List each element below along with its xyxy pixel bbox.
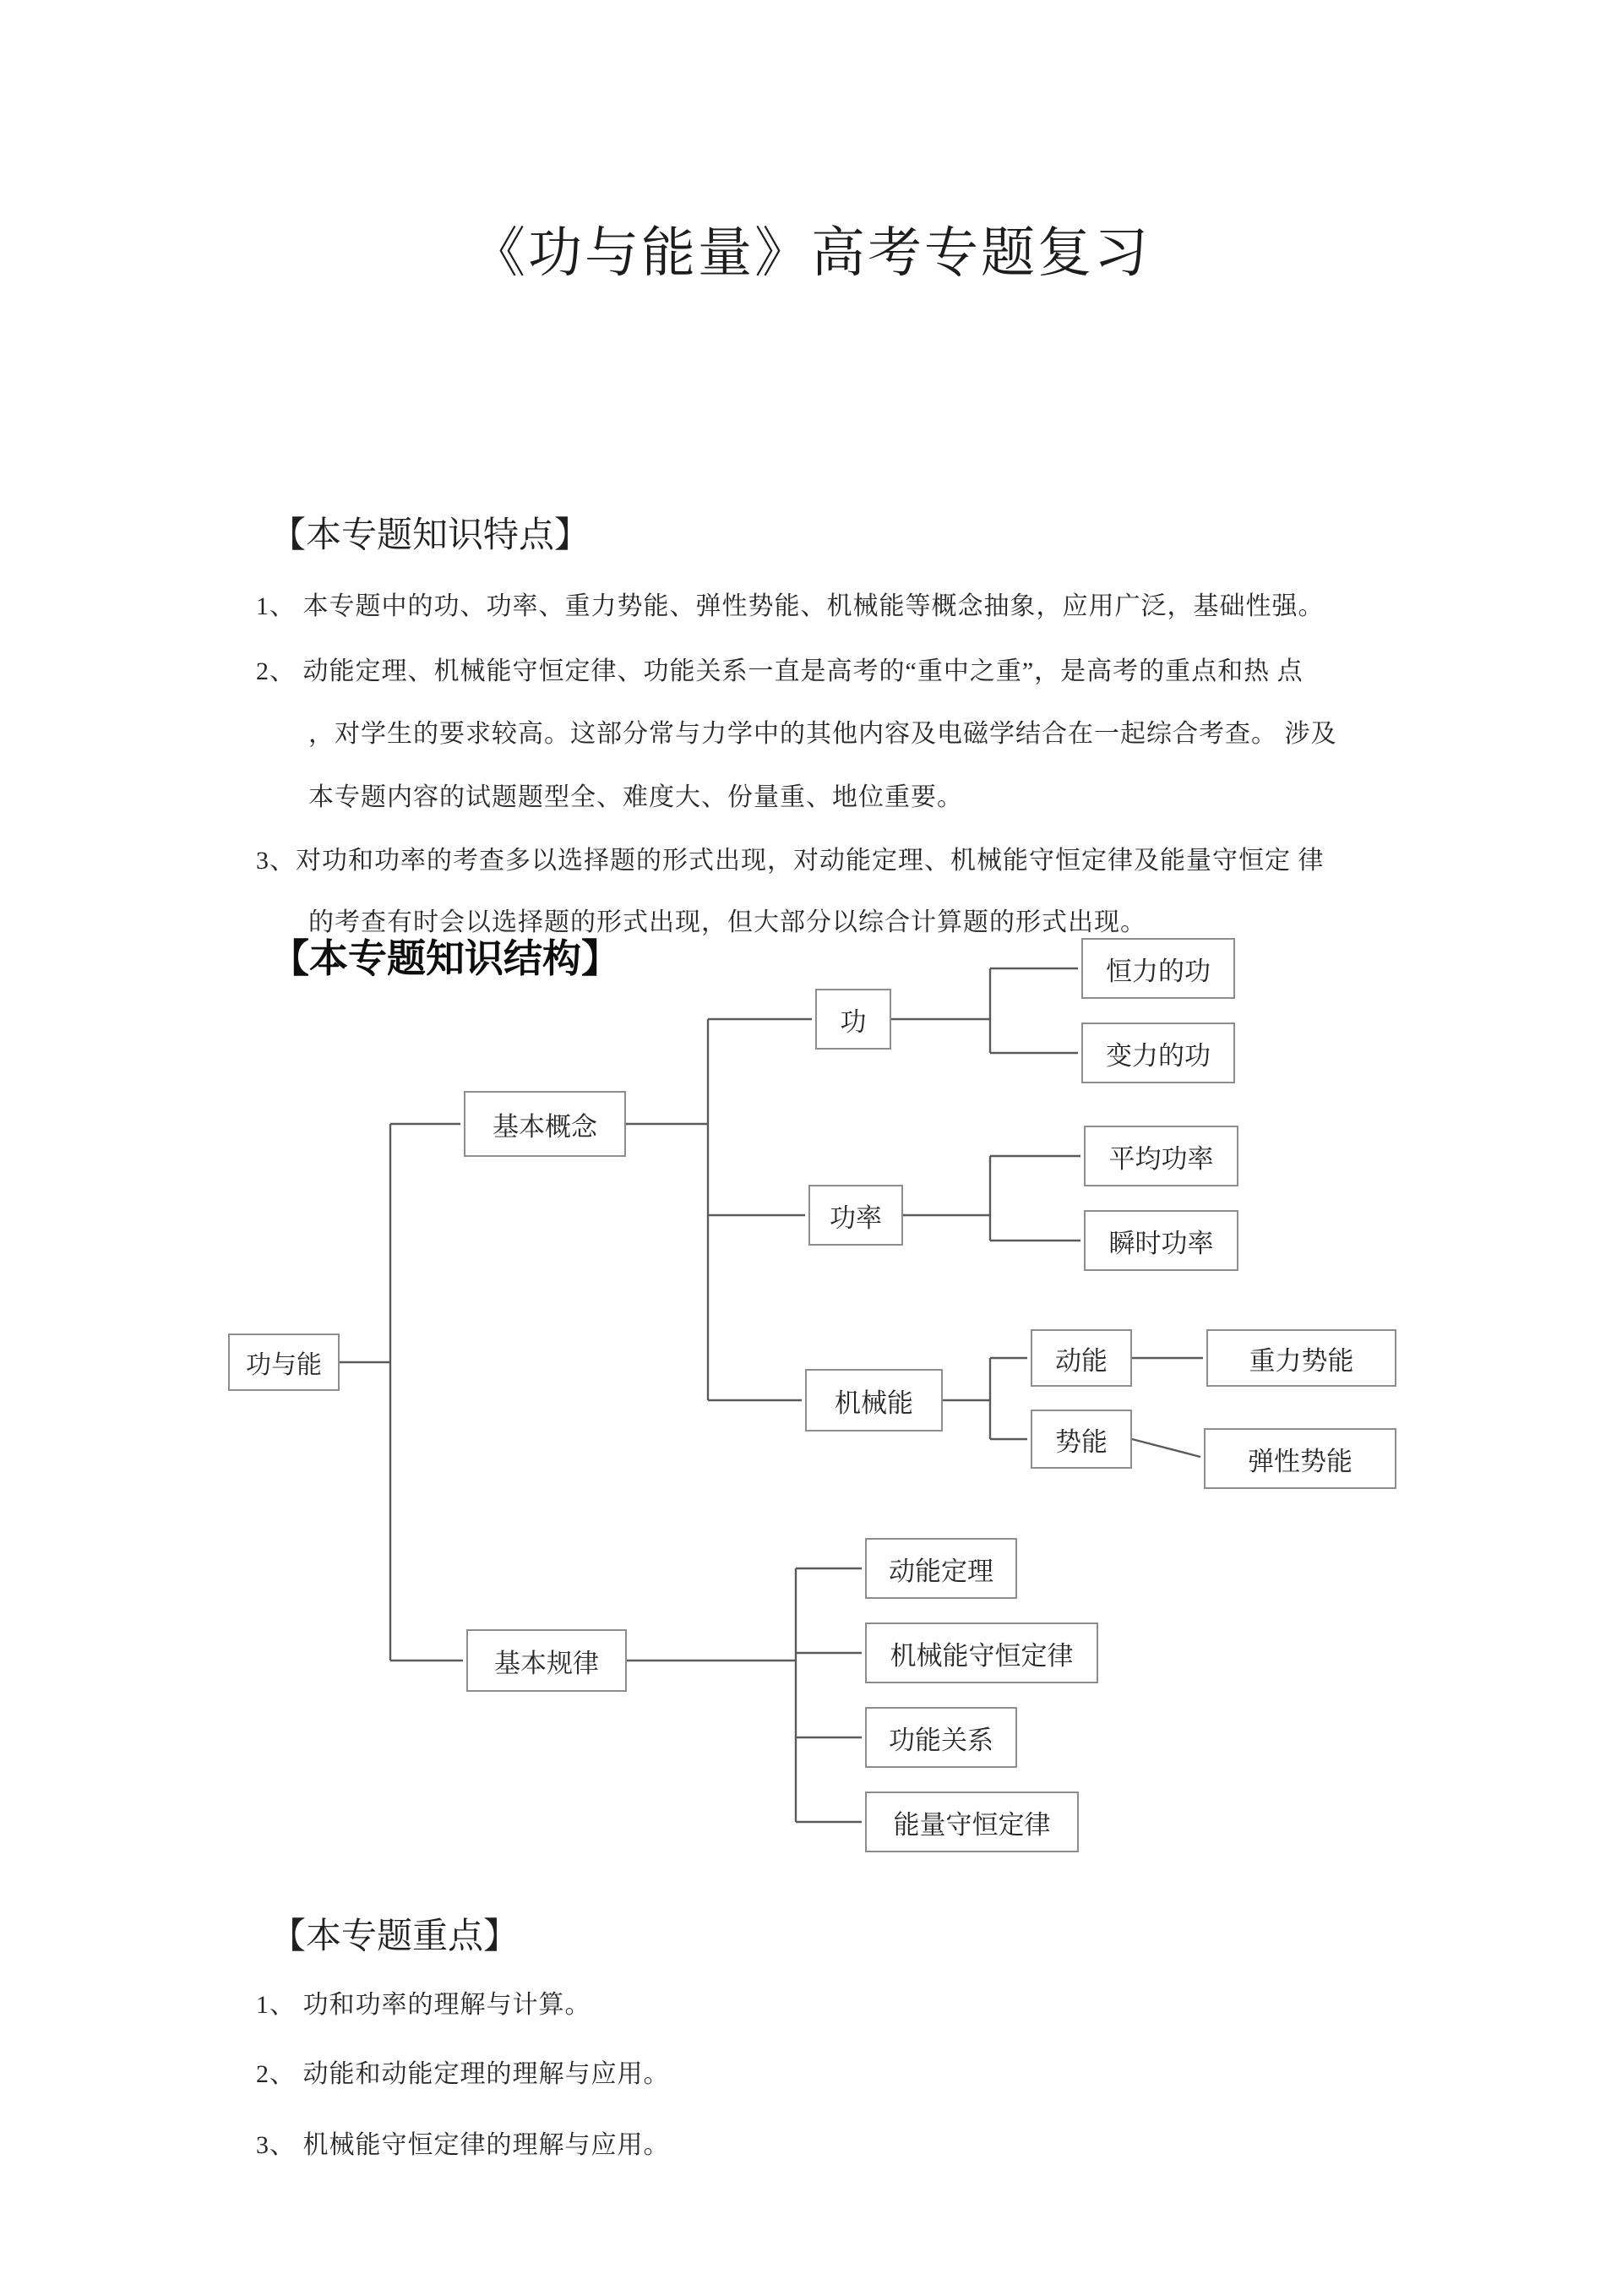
node-mechanical-energy: 机械能 (805, 1369, 943, 1432)
connector-mechanical-energy-trunk (943, 1358, 990, 1439)
node-work-energy-theorem: 动能定理 (865, 1538, 1017, 1599)
feature-line-2c: 本专题内容的试题题型全、难度大、份量重、地位重要。 (308, 783, 963, 811)
node-elastic-potential-energy: 弹性势能 (1204, 1428, 1396, 1489)
feature-line-3b: 的考查有时会以选择题的形式出现，但大部分以综合计算题的形式出现。 (308, 908, 1146, 936)
feature-line-2a: 2、 动能定理、机械能守恒定律、功能关系一直是高考的“重中之重”，是高考的重点和热 点 (256, 657, 1304, 685)
page-title: 《功与能量》高考专题复习 (471, 223, 1151, 283)
section-heading-knowledge-structure: 【本专题知识结构】 (270, 936, 620, 980)
node-basic-laws: 基本规律 (466, 1629, 627, 1692)
connector-laws-trunk (627, 1568, 796, 1822)
connector-power-trunk (903, 1156, 990, 1241)
feature-line-2b: ，对学生的要求较高。这部分常与力学中的其他内容及电磁学结合在一起综合考查。 涉及 (308, 720, 1337, 748)
section-heading-key-points: 【本专题重点】 (270, 1917, 520, 1956)
feature-line-1: 1、 本专题中的功、功率、重力势能、弹性势能、机械能等概念抽象，应用广泛，基础性强。 (256, 592, 1325, 620)
section-heading-knowledge-features: 【本专题知识特点】 (270, 516, 591, 555)
node-work-energy-relation: 功能关系 (865, 1707, 1017, 1768)
node-power: 功率 (808, 1185, 903, 1246)
key-point-2: 2、 动能和动能定理的理解与应用。 (256, 2060, 670, 2088)
connector-concepts-trunk (626, 1019, 708, 1400)
node-basic-concepts: 基本概念 (464, 1091, 626, 1157)
node-work: 功 (815, 989, 891, 1050)
node-work-and-energy: 功与能 (228, 1333, 340, 1391)
key-point-3: 3、 机械能守恒定律的理解与应用。 (256, 2131, 670, 2159)
connector-work-trunk (891, 968, 990, 1053)
connector-potential-to-elastic-pe (1132, 1439, 1200, 1457)
node-potential-energy: 势能 (1031, 1410, 1132, 1469)
connector-root-trunk (340, 1124, 390, 1661)
node-instantaneous-power: 瞬时功率 (1084, 1210, 1238, 1271)
node-kinetic-energy: 动能 (1031, 1329, 1132, 1387)
feature-line-3a: 3、对功和功率的考查多以选择题的形式出现，对动能定理、机械能守恒定律及能量守恒定 律 (256, 847, 1325, 875)
node-variable-force-work: 变力的功 (1081, 1023, 1235, 1083)
node-mechanical-energy-conservation: 机械能守恒定律 (865, 1622, 1098, 1683)
key-point-1: 1、 功和功率的理解与计算。 (256, 1991, 591, 2019)
node-energy-conservation: 能量守恒定律 (865, 1792, 1079, 1852)
node-constant-force-work: 恒力的功 (1081, 938, 1235, 999)
node-gravitational-potential-energy: 重力势能 (1206, 1329, 1396, 1387)
node-average-power: 平均功率 (1084, 1126, 1238, 1186)
